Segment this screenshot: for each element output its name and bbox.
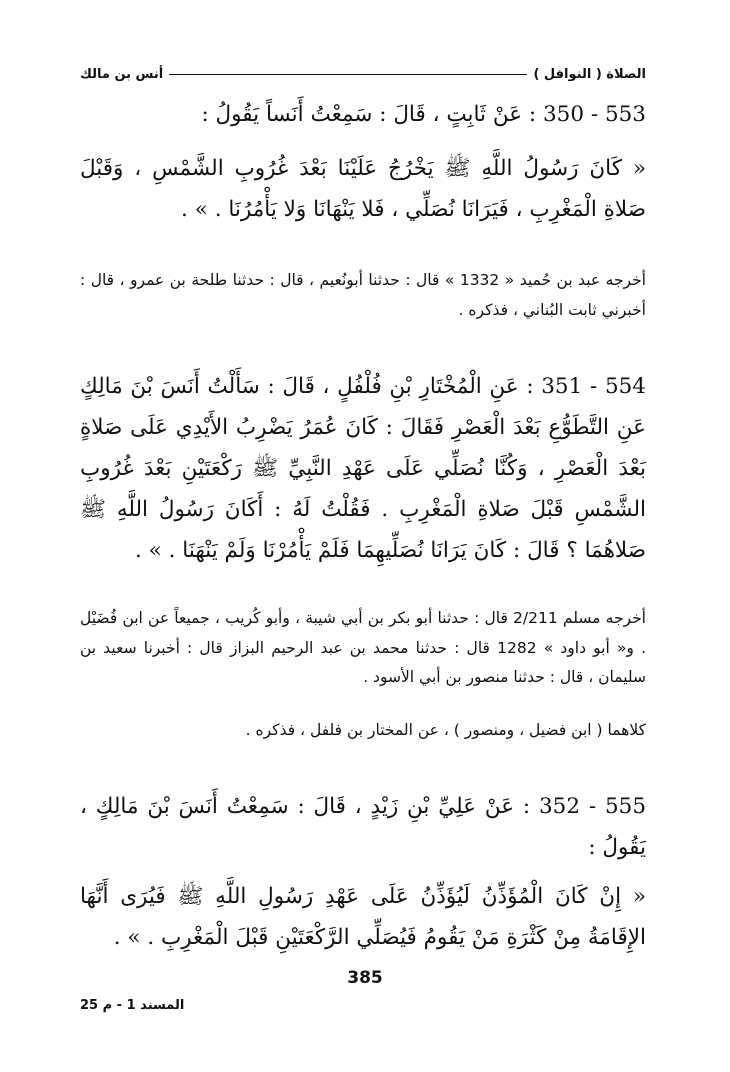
signature-mark: المسند 1 - م 25 — [80, 998, 185, 1013]
hadith-553-heading — [80, 94, 646, 135]
hadith-555-isnad: عَنْ عَلِيِّ بْنِ زَيْدٍ ، قَالَ : سَمِعْتُ أَنَسَ بْنَ مَالِكٍ ، يَقُولُ : — [80, 794, 646, 860]
hadith-555-matn: « إِنْ كَانَ الْمُؤَذِّنُ لَيُؤَذِّنُ عَلَى عَهْدِ رَسُولِ اللَّهِ ﷺ فَيُرَى أَنَّهَا الإِقَامَةُ مِنْ كَثْرَةِ مَنْ يَقُومُ فَيُصَلِّي الرَّكْعَتَيْنِ قَبْلَ الْمَغْرِبِ . » . — [80, 884, 646, 950]
hadith-553-takhrij: أخرجه عبد بن حُميد « 1332 » قال : حدثنا أبونُعيم ، قال : حدثنا طلحة بن عمرو ، قال : أخبرني ثابت البُناني ، فذكره . — [80, 271, 646, 319]
hadith-554-takhrij-summary: كلاهما ( ابن فضيل ، ومنصور ) ، عن المختار بن فلفل ، فذكره . — [245, 721, 646, 739]
header-chapter: الصلاة ( النوافل ) — [533, 66, 646, 82]
running-header — [80, 64, 646, 84]
hadith-554-body: عَنِ الْمُخْتَارِ بْنِ فُلْفُلٍ ، قَالَ : سَأَلْتُ أَنَسَ بْنَ مَالِكٍ عَنِ التَّطَوُّعِ بَعْدَ الْعَصْرِ فَقَالَ : كَانَ عُمَرُ يَضْرِبُ الأَيْدِي عَلَى صَلاةٍ بَعْدَ الْعَصْرِ ، وَكُنَّا نُصَلِّي عَلَى عَهْدِ النَّبِيِّ ﷺ رَكْعَتَيْنِ بَعْدَ غُرُوبِ الشَّمْسِ قَبْلَ صَلاةِ الْمَغْرِبِ . فَقُلْتُ لَهُ : أَكَانَ رَسُولُ اللَّهِ ﷺ صَلاهُمَا ؟ قَالَ : كَانَ يَرَانَا نُصَلِّيهِمَا فَلَمْ يَأْمُرْنَا وَلَمْ يَنْهَنَا . » . — [80, 374, 646, 563]
hadith-553-isnad: عَنْ ثَابِتٍ ، قَالَ : سَمِعْتُ أَنَساً يَقُولُ : — [201, 102, 523, 127]
header-narrator: أنس بن مالك — [80, 66, 164, 82]
hadith-555-number: 555 - 352 : — [522, 794, 647, 819]
hadith-553-number: 553 - 350 : — [528, 102, 646, 127]
hadith-554-takhrij: أخرجه مسلم 2/211 قال : حدثنا أبو بكر بن أبي شيبة ، وأبو كُريب ، جميعاً عن ابن فُضَيْل . و« أبو داود » 1282 قال : حدثنا محمد بن عبد الرحيم البزاز قال : أخبرنا سعيد بن سليمان ، قال : حدثنا منصور بن أبي الأسود . — [80, 609, 646, 686]
hadith-554-text — [80, 366, 646, 571]
header-rule — [169, 74, 527, 75]
page-number: 385 — [347, 968, 383, 988]
hadith-555-heading — [80, 786, 646, 868]
hadith-554-number: 554 - 351 : — [526, 374, 646, 399]
hadith-553-matn: « كَانَ رَسُولُ اللَّهِ ﷺ يَخْرُجُ عَلَيْنَا بَعْدَ غُرُوبِ الشَّمْسِ ، وَقَبْلَ صَلاةِ الْمَغْرِبِ ، فَيَرَانَا نُصَلِّي ، فَلا يَنْهَانَا وَلا يَأْمُرُنَا . » . — [80, 156, 646, 222]
